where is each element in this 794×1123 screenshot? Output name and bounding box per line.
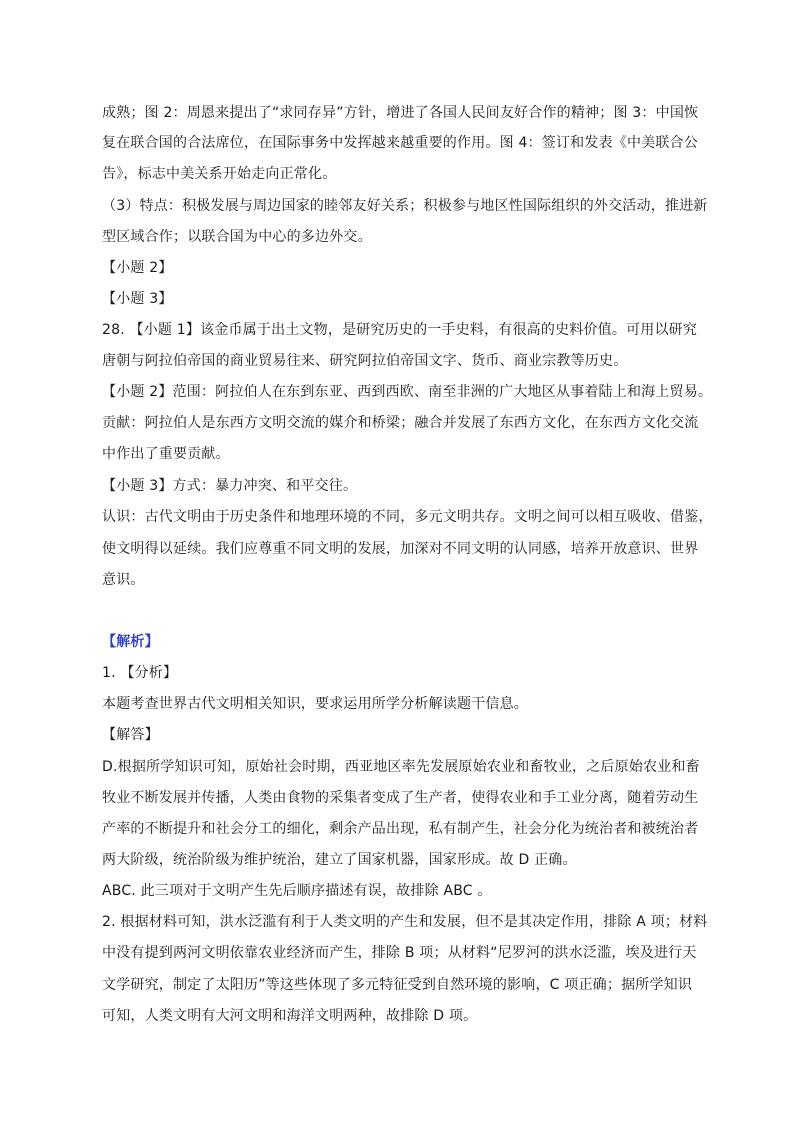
text-line: 【小题 3】方式：暴力冲突、和平交往。 [102,478,358,494]
text-line: 【小题 2】范围：阿拉伯人在东到东亚、西到西欧、南至非洲的广大地区从事着陆上和海上贸易。 [102,384,713,400]
text-line: 成熟；图 2：周恩来提出了“求同存异”方针，增进了各国人民间友好合作的精神；图 3：中国恢 [102,105,699,121]
analysis-heading: 【解析】 [102,634,159,650]
text-line: 产率的不断提升和社会分工的细化，剩余产品出现，私有制产生，社会分化为统治者和被统治者 [102,821,699,837]
text-line: 唐朝与阿拉伯帝国的商业贸易往来、研究阿拉伯帝国文字、货币、商业宗教等历史。 [102,353,628,369]
text-line: 中没有提到两河文明依靠农业经济而产生，排除 B 项；从材料“尼罗河的洪水泛滥，埃及进行天 [102,945,697,961]
text-line: 【小题 3】 [102,291,173,307]
text-line: 使文明得以延续。我们应尊重不同文明的发展，加深对不同文明的认同感，培养开放意识、世界 [102,541,699,557]
text-line: D.根据所学知识可知，原始社会时期，西亚地区率先发展原始农业和畜牧业，之后原始农业和畜 [102,759,700,775]
text-line: 两大阶级，统治阶级为维护统治，建立了国家机器，国家形成。故 D 正确。 [102,852,577,868]
text-line: 可知，人类文明有大河文明和海洋文明两种，故排除 D 项。 [102,1008,478,1024]
text-line: 28. 【小题 1】该金币属于出土文物，是研究历史的一手史料，有很高的史料价值。可用以研究 [102,322,698,338]
text-line: 意识。 [102,572,145,588]
text-line: 型区域合作；以联合国为中心的多边外交。 [102,229,372,245]
text-line: 中作出了重要贡献。 [102,446,230,462]
text-line: 牧业不断发展并传播，人类由食物的采集者变成了生产者，使得农业和手工业分离，随着劳动生 [102,790,699,806]
text-line: （3）特点：积极发展与周边国家的睦邻友好关系；积极参与地区性国际组织的外交活动，推进新 [102,198,708,214]
text-line: 文学研究，制定了太阳历”等这些体现了多元特征受到自然环境的影响，C 项正确；据所学知识 [102,977,693,993]
text-line: 【小题 2】 [102,260,173,276]
text-line: 【解答】 [102,727,159,743]
text-line: 认识：古代文明由于历史条件和地理环境的不同，多元文明共存。文明之间可以相互吸收、借鉴， [102,509,713,525]
text-line: 告》，标志中美关系开始走向正常化。 [102,166,337,182]
text-line: 贡献：阿拉伯人是东西方文明交流的媒介和桥梁；融合并发展了东西方文化，在东西方文化交流 [102,415,699,431]
text-line: 复在联合国的合法席位，在国际事务中发挥越来越重要的作用。图 4：签订和发表《中美联合公 [102,135,698,151]
text-line: 2. 根据材料可知，洪水泛滥有利于人类文明的产生和发展，但不是其决定作用，排除 A 项；材料 [102,914,708,930]
text-line: ABC. 此三项对于文明产生先后顺序描述有误，故排除 ABC 。 [102,883,492,899]
text-line: 本题考查世界古代文明相关知识，要求运用所学分析解读题干信息。 [102,696,528,712]
text-line: 1. 【分析】 [102,665,178,681]
